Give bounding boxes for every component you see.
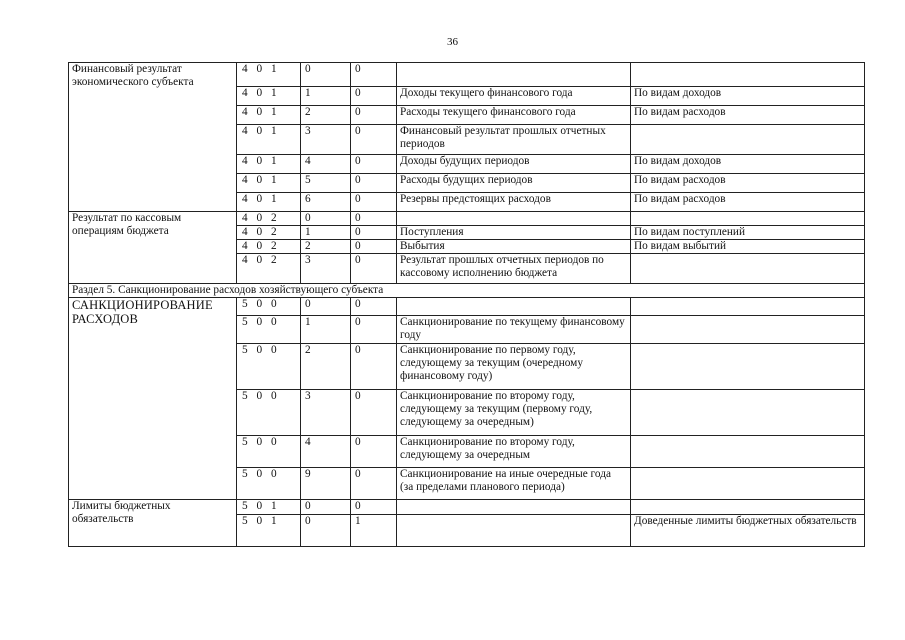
analytics-cell — [631, 468, 865, 500]
account-name: Санкционирование по второму году, следующему за очередным — [397, 436, 631, 468]
analytics-cell: По видам расходов — [631, 174, 865, 193]
account-name: Доходы будущих периодов — [397, 155, 631, 174]
subaccount-2: 0 — [351, 212, 397, 226]
account-code: 4 0 2 — [237, 240, 301, 254]
analytics-cell — [631, 298, 865, 316]
account-code: 4 0 2 — [237, 226, 301, 240]
subaccount-1: 4 — [301, 436, 351, 468]
subaccount-1: 0 — [301, 500, 351, 515]
analytics-cell — [631, 500, 865, 515]
analytics-cell — [631, 390, 865, 436]
subaccount-2: 0 — [351, 125, 397, 155]
account-name — [397, 212, 631, 226]
subaccount-1: 0 — [301, 63, 351, 87]
subaccount-2: 0 — [351, 390, 397, 436]
account-code: 4 0 1 — [237, 87, 301, 106]
subaccount-1: 2 — [301, 344, 351, 390]
subaccount-1: 3 — [301, 125, 351, 155]
subaccount-2: 0 — [351, 254, 397, 284]
subaccount-1: 1 — [301, 316, 351, 344]
subaccount-2: 0 — [351, 298, 397, 316]
analytics-cell: По видам поступлений — [631, 226, 865, 240]
subaccount-1: 9 — [301, 468, 351, 500]
subaccount-1: 1 — [301, 87, 351, 106]
section-title: Раздел 5. Санкционирование расходов хозяйствующего субъекта — [69, 284, 865, 298]
account-name — [397, 298, 631, 316]
account-code: 5 0 0 — [237, 436, 301, 468]
subaccount-2: 0 — [351, 436, 397, 468]
subaccount-2: 0 — [351, 226, 397, 240]
subaccount-1: 3 — [301, 254, 351, 284]
accounts-chart-page — [68, 62, 864, 547]
group-title: САНКЦИОНИРОВАНИЕ РАСХОДОВ — [69, 298, 237, 500]
account-name: Санкционирование по второму году, следующему за текущим (первому году, следующему за очередным) — [397, 390, 631, 436]
account-name: Резервы предстоящих расходов — [397, 193, 631, 212]
account-code: 4 0 1 — [237, 155, 301, 174]
table-body-section — [69, 284, 865, 298]
subaccount-1: 0 — [301, 212, 351, 226]
analytics-cell — [631, 125, 865, 155]
group-title: Финансовый результат экономического субъекта — [69, 63, 237, 212]
subaccount-1: 3 — [301, 390, 351, 436]
account-name: Доходы текущего финансового года — [397, 87, 631, 106]
account-code: 5 0 1 — [237, 500, 301, 515]
subaccount-1: 1 — [301, 226, 351, 240]
analytics-cell — [631, 316, 865, 344]
account-name — [397, 63, 631, 87]
account-code: 5 0 0 — [237, 316, 301, 344]
table-body-sanctioning — [69, 298, 865, 547]
subaccount-2: 0 — [351, 174, 397, 193]
account-code: 4 0 1 — [237, 193, 301, 212]
table-row — [69, 63, 865, 87]
analytics-cell — [631, 212, 865, 226]
account-name: Расходы текущего финансового года — [397, 106, 631, 125]
accounts-table — [68, 62, 865, 547]
analytics-cell: По видам доходов — [631, 87, 865, 106]
analytics-cell — [631, 63, 865, 87]
account-name: Финансовый результат прошлых отчетных периодов — [397, 125, 631, 155]
subaccount-1: 5 — [301, 174, 351, 193]
analytics-cell: Доведенные лимиты бюджетных обязательств — [631, 515, 865, 547]
analytics-cell: По видам расходов — [631, 106, 865, 125]
table-body-results — [69, 63, 865, 284]
account-name: Выбытия — [397, 240, 631, 254]
subaccount-2: 0 — [351, 193, 397, 212]
subaccount-2: 0 — [351, 63, 397, 87]
account-code: 5 0 0 — [237, 344, 301, 390]
account-code: 4 0 2 — [237, 212, 301, 226]
page-number: 36 — [447, 36, 458, 48]
subaccount-1: 6 — [301, 193, 351, 212]
account-name — [397, 500, 631, 515]
account-name: Санкционирование по первому году, следующему за текущим (очередному финансовому году) — [397, 344, 631, 390]
account-name: Поступления — [397, 226, 631, 240]
account-code: 5 0 0 — [237, 390, 301, 436]
table-row — [69, 500, 865, 515]
analytics-cell — [631, 254, 865, 284]
subaccount-1: 4 — [301, 155, 351, 174]
subaccount-2: 0 — [351, 344, 397, 390]
table-row — [69, 212, 865, 226]
analytics-cell: По видам доходов — [631, 155, 865, 174]
account-code: 5 0 1 — [237, 515, 301, 547]
analytics-cell: По видам выбытий — [631, 240, 865, 254]
account-name: Расходы будущих периодов — [397, 174, 631, 193]
subaccount-2: 0 — [351, 468, 397, 500]
analytics-cell — [631, 344, 865, 390]
table-row — [69, 298, 865, 316]
section-row — [69, 284, 865, 298]
subaccount-2: 1 — [351, 515, 397, 547]
account-code: 4 0 1 — [237, 106, 301, 125]
analytics-cell — [631, 436, 865, 468]
subaccount-2: 0 — [351, 316, 397, 344]
account-code: 4 0 1 — [237, 174, 301, 193]
subaccount-1: 0 — [301, 298, 351, 316]
subaccount-2: 0 — [351, 87, 397, 106]
account-code: 5 0 0 — [237, 468, 301, 500]
account-code: 4 0 2 — [237, 254, 301, 284]
account-name: Санкционирование на иные очередные года (за пределами планового периода) — [397, 468, 631, 500]
account-name: Результат прошлых отчетных периодов по кассовому исполнению бюджета — [397, 254, 631, 284]
subaccount-1: 2 — [301, 106, 351, 125]
subaccount-1: 0 — [301, 515, 351, 547]
account-name — [397, 515, 631, 547]
subaccount-2: 0 — [351, 155, 397, 174]
subaccount-1: 2 — [301, 240, 351, 254]
account-code: 4 0 1 — [237, 63, 301, 87]
subaccount-2: 0 — [351, 240, 397, 254]
subaccount-2: 0 — [351, 500, 397, 515]
analytics-cell: По видам расходов — [631, 193, 865, 212]
account-code: 5 0 0 — [237, 298, 301, 316]
account-name: Санкционирование по текущему финансовому году — [397, 316, 631, 344]
subaccount-2: 0 — [351, 106, 397, 125]
group-title: Лимиты бюджетных обязательств — [69, 500, 237, 547]
account-code: 4 0 1 — [237, 125, 301, 155]
group-title: Результат по кассовым операциям бюджета — [69, 212, 237, 284]
